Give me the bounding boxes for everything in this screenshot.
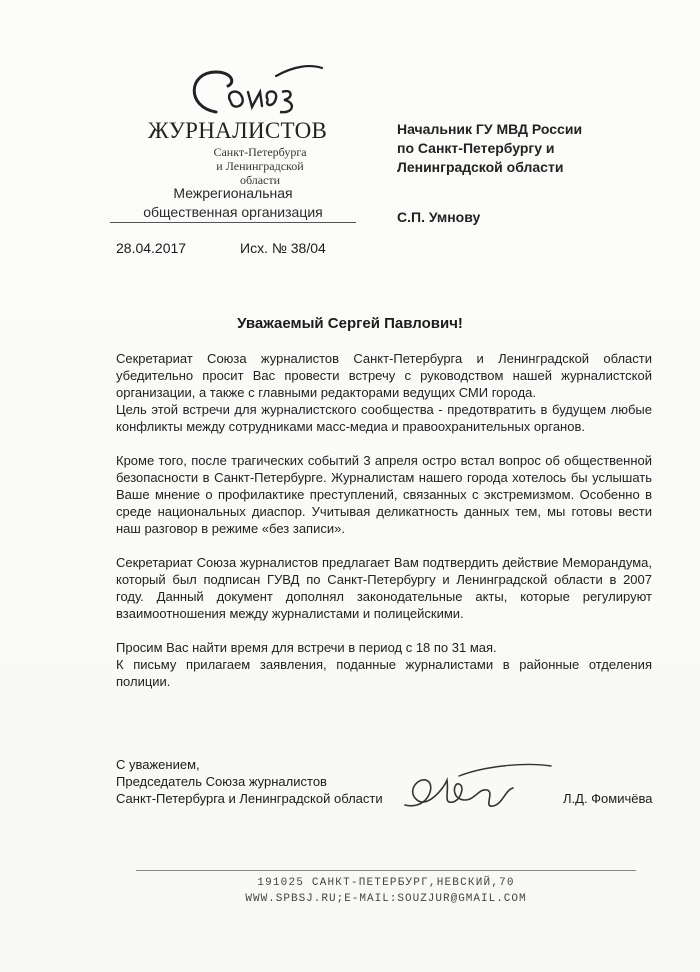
paragraph: Секретариат Союза журналистов предлагает Вам подтвердить действие Меморандума, который был подписан ГУВД по Санкт-Петербургу и Ленинградской области в 2007 году. Данный документ дополнял законодательные акты, которые регулируют взаимоотношения между журналистами и полицейскими.	[116, 555, 652, 621]
organization-underline	[110, 222, 356, 223]
union-logo-script	[176, 62, 326, 122]
logo-subtitle-line-1: Санкт-Петербурга	[213, 145, 307, 159]
letter-body	[116, 350, 652, 690]
recipient-line-3: Ленинградской области	[397, 159, 564, 175]
closing-block	[116, 756, 383, 807]
handwritten-signature	[395, 760, 555, 820]
logo-subtitle-line-2: и Ленинградской области	[216, 159, 304, 187]
footer-divider	[136, 870, 636, 871]
recipient-block	[397, 120, 582, 177]
organization-type	[110, 184, 356, 222]
paragraph: Просим Вас найти время для встречи в период с 18 по 31 мая.	[116, 640, 497, 655]
logo-title: ЖУРНАЛИСТОВ	[148, 118, 328, 143]
letter-date: 28.04.2017	[116, 240, 187, 256]
closing-regards: С уважением,	[116, 757, 200, 772]
recipient-line-2: по Санкт-Петербургу и	[397, 140, 555, 156]
closing-title-line-2: Санкт-Петербурга и Ленинградской области	[116, 791, 383, 806]
paragraph: К письму прилагаем заявления, поданные журналистами в районные отделения полиции.	[116, 657, 652, 689]
footer-address: 191025 САНКТ-ПЕТЕРБУРГ,НЕВСКИЙ,70	[257, 877, 515, 889]
logo-subtitle	[200, 145, 320, 187]
recipient-line-1: Начальник ГУ МВД России	[397, 121, 583, 137]
signer-name: Л.Д. Фомичёва	[563, 791, 653, 806]
organization-type-line-2: общественная организация	[143, 204, 323, 220]
recipient-name: С.П. Умнову	[397, 209, 481, 225]
salutation: Уважаемый Сергей Павлович!	[237, 315, 463, 332]
paragraph: Кроме того, после трагических событий 3 апреля остро встал вопрос об общественной безопасности в Санкт-Петербурге. Журналистам нашего города хотелось бы услышать Ваше мнение о профилактике преступлений, связанных с экстремизмом. Особенно в среде национальных диаспор. Учитывая деликатность данных тем, мы готовы вести наш разговор в режиме «без записи».	[116, 453, 652, 536]
closing-title-line-1: Председатель Союза журналистов	[116, 774, 327, 789]
paragraph: Цель этой встречи для журналистского сообщества - предотвратить в будущем любые конфликты между сотрудниками масс-медиа и правоохранительных органов.	[116, 402, 652, 434]
outgoing-number: Исх. № 38/04	[240, 240, 326, 256]
footer-contacts: WWW.SPBSJ.RU;E-MAIL:SOUZJUR@GMAIL.COM	[245, 893, 527, 905]
organization-type-line-1: Межрегиональная	[173, 185, 293, 201]
paragraph: Секретариат Союза журналистов Санкт-Петербурга и Ленинградской области убедительно просит Вас провести встречу с руководством нашей журналистской организации, а также с главными редакторами ведущих СМИ города.	[116, 351, 652, 400]
